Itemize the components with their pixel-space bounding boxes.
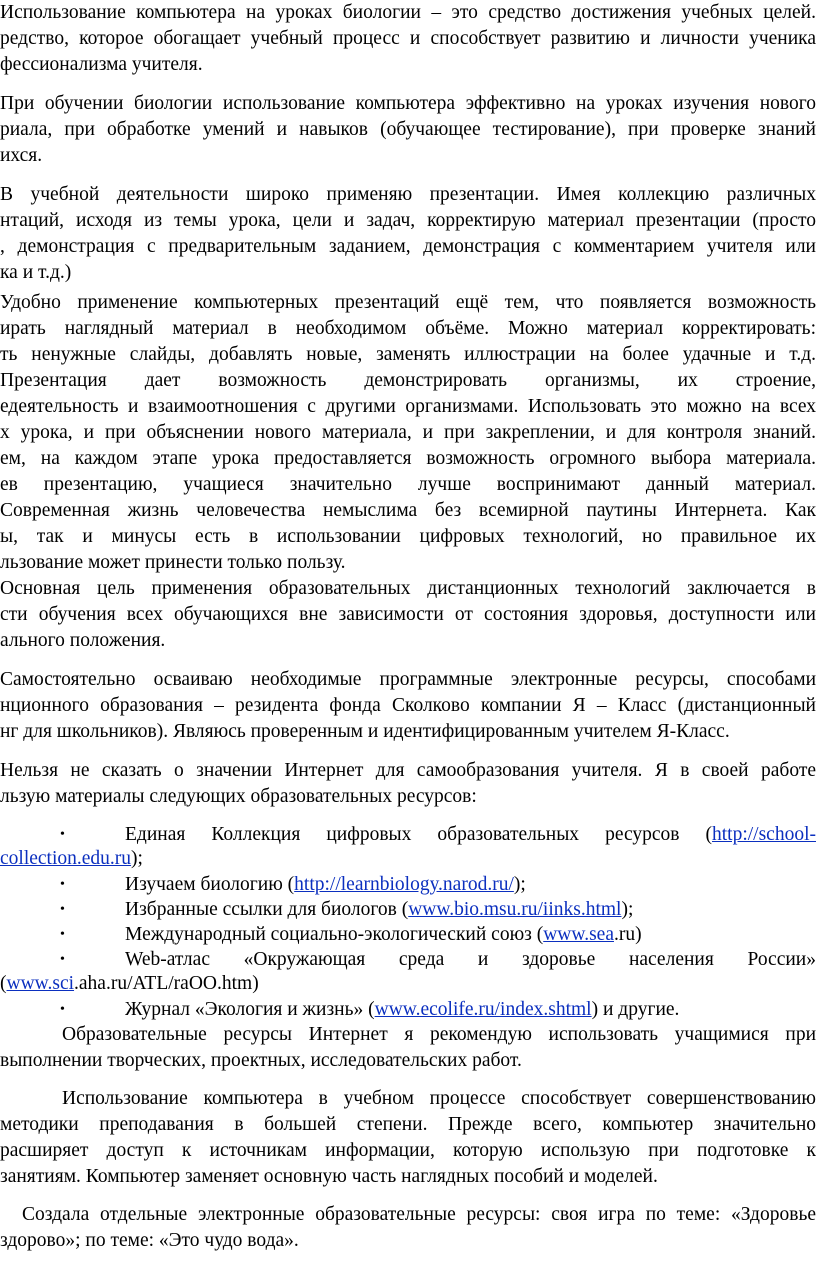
link-sci-aha[interactable]: www.sci <box>6 973 75 994</box>
list-item-label: Изучаем биологию ( <box>125 874 295 895</box>
text-line: фессионализма учителя. <box>0 54 203 75</box>
text-line: ихся. <box>0 145 43 166</box>
bullet-icon: • <box>60 902 65 917</box>
list-item <box>0 872 816 898</box>
list-item-text: ( <box>0 973 7 994</box>
text-line: льзование может принести только пользу. <box>0 552 346 573</box>
text-line: ка и т.д.) <box>0 262 72 283</box>
link-sea[interactable]: www.sea <box>543 924 614 945</box>
list-item-text: .aha.ru/ATL/raOO.htm) <box>74 973 259 994</box>
list-item <box>0 947 816 973</box>
list-item-continuation <box>0 971 816 997</box>
text-line: ев презентацию, учащиеся значительно лучше воспринимают данный материал. <box>0 474 816 495</box>
text-line: льзую материалы следующих образовательных ресурсов: <box>0 786 477 807</box>
list-item-text <box>125 822 816 848</box>
text-line: Использование компьютера в учебном процессе способствует совершенствованию <box>62 1088 816 1109</box>
list-item <box>0 922 816 948</box>
text-line: занятиям. Компьютер заменяет основную часть наглядных пособий и моделей. <box>0 1166 658 1187</box>
text-line: ирать наглядный материал в необходимом объёме. Можно материал корректировать: <box>0 318 816 339</box>
link-bio-msu[interactable]: www.bio.msu.ru/iinks.html <box>408 899 622 920</box>
bullet-icon: • <box>60 827 65 842</box>
list-item-label: Избранные ссылки для биологов ( <box>125 899 409 920</box>
text-line: , демонстрация с предварительным заданием, демонстрация с комментарием учителя или <box>0 236 816 257</box>
text-line: Презентация дает возможность демонстрировать организмы, их строение, <box>0 370 816 391</box>
text-line: риала, при обработке умений и навыков (обучающее тестирование), при проверке знаний <box>0 119 816 140</box>
text-line: В учебной деятельности широко применяю презентации. Имея коллекцию различных <box>0 184 816 205</box>
text-line: выполнении творческих, проектных, исследовательских работ. <box>0 1050 522 1071</box>
list-item-label: Журнал «Экология и жизнь» ( <box>125 999 375 1020</box>
bullet-icon: • <box>60 952 65 967</box>
text-line: едеятельность и взаимоотношения с другими организмами. Использовать это можно на всех <box>0 396 816 417</box>
bullet-icon: • <box>60 877 65 892</box>
list-item-text: .ru) <box>613 924 642 945</box>
text-line: ть ненужные слайды, добавлять новые, заменять иллюстрации на более удачные и т.д. <box>0 344 816 365</box>
text-line: ем, на каждом этапе урока предоставляется возможность огромного выбора материала. <box>0 448 816 469</box>
list-item <box>0 822 816 848</box>
text-line: ального положения. <box>0 630 166 651</box>
link-school-collection[interactable]: http://school- <box>712 824 816 845</box>
text-line: здорово»; по теме: «Это чудо вода». <box>0 1230 299 1251</box>
text-line: нг для школьников). Являюсь проверенным и идентифицированным учителем Я-Класс. <box>0 721 730 742</box>
list-item <box>0 997 816 1023</box>
list-item-text: ) и другие. <box>591 999 680 1020</box>
list-item-label: Единая Коллекция цифровых образовательных ресурсов ( <box>125 824 712 845</box>
text-line: Образовательные ресурсы Интернет я рекомендую использовать учащимися при <box>62 1024 816 1045</box>
text-line: сти обучения всех обучающихся вне зависимости от состояния здоровья, доступности или <box>0 604 816 625</box>
text-line: Самостоятельно осваиваю необходимые программные электронные ресурсы, способами <box>0 669 816 690</box>
text-line: Использование компьютера на уроках биологии – это средство достижения учебных целей. <box>0 2 816 23</box>
text-line: нционного образования – резидента фонда Сколково компании Я – Класс (дистанционный <box>0 695 816 716</box>
text-line: ы, так и минусы есть в использовании цифровых технологий, но правильное их <box>0 526 816 547</box>
list-item-text: ); <box>131 848 143 869</box>
text-line: расширяет доступ к источникам информации, которую использую при подготовке к <box>0 1140 816 1161</box>
list-item <box>0 897 816 923</box>
link-ecolife[interactable]: www.ecolife.ru/index.shtml <box>374 999 592 1020</box>
text-line: редство, которое обогащает учебный процесс и способствует развитию и личности ученика <box>0 28 816 49</box>
link-learnbiology[interactable]: http://learnbiology.narod.ru/ <box>294 874 514 895</box>
text-line: Удобно применение компьютерных презентаций ещё тем, что появляется возможность <box>0 292 816 313</box>
text-line: Нельзя не сказать о значении Интернет для самообразования учителя. Я в своей работе <box>0 760 816 781</box>
text-line: Современная жизнь человечества немыслима без всемирной паутины Интернета. Как <box>0 500 816 521</box>
text-line: Создала отдельные электронные образовательные ресурсы: своя игра по теме: «Здоровье <box>22 1204 816 1225</box>
text-line: нтаций, исходя из темы урока, цели и задач, корректирую материал презентации (просто <box>0 210 816 231</box>
list-item-text: ); <box>621 899 634 920</box>
list-item-label: Международный социально-экологический союз ( <box>125 924 544 945</box>
text-line: х урока, и при объяснении нового материала, и при закреплении, и для контроля знаний. <box>0 422 816 443</box>
list-item-label: Web-атлас «Окружающая среда и здоровье населения России» <box>125 949 816 970</box>
text-line: При обучении биологии использование компьютера эффективно на уроках изучения нового <box>0 93 816 114</box>
list-item-continuation <box>0 846 816 872</box>
list-item-text: ); <box>513 874 526 895</box>
link-school-collection-cont[interactable]: collection.edu.ru <box>0 848 132 869</box>
text-line: Основная цель применения образовательных дистанционных технологий заключается в <box>0 578 816 599</box>
bullet-icon: • <box>60 1002 65 1017</box>
bullet-icon: • <box>60 927 65 942</box>
text-line: методики преподавания в большей степени. Прежде всего, компьютер значительно <box>0 1114 816 1135</box>
